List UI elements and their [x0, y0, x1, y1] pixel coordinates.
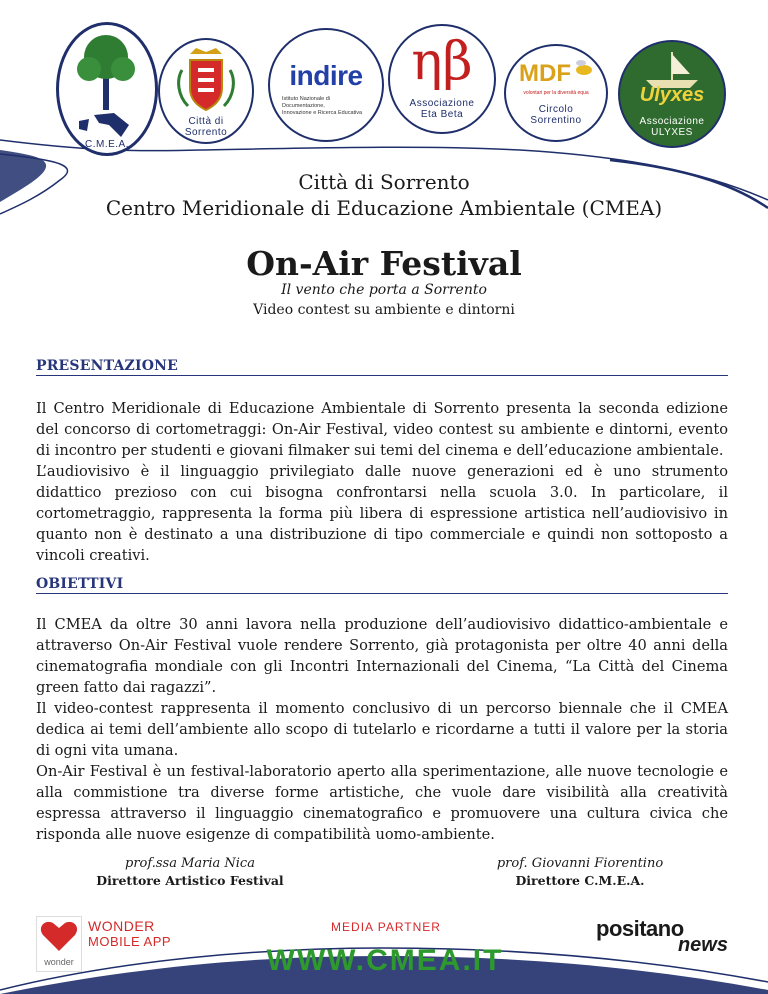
mdf-small-caption: volontari per la diversità equa	[523, 90, 589, 96]
ulyxes-logo	[618, 40, 726, 148]
wonder-small-label: wonder	[44, 957, 74, 967]
header-center: Centro Meridionale di Educazione Ambientale (CMEA)	[105, 196, 663, 220]
obiettivi-paragraph: Il CMEA da oltre 30 anni lavora nella produzione dell’audiovisivo didattico-ambientale e attraverso On-Air Festival vuole rendere Sorrento, già protagonista per oltre 40 anni della cinematografia mondiale con gli Incontri Internazionali del Cinema, “La Città del Cinema green fatto dai ragazzi”.	[36, 616, 728, 696]
obiettivi-paragraph: Il video-contest rappresenta il momento conclusivo di un percorso biennale che il CMEA dedica ai temi dell’ambiente allo scopo di tutelarlo e ricordarne a tutti il valore per la storia di ogni vita umana.	[36, 700, 728, 759]
festival-subtitle: Video contest su ambiente e dintorni	[253, 302, 515, 318]
news-wordmark: news	[677, 934, 728, 956]
positano-news-logo	[596, 916, 736, 957]
citta-di-sorrento-logo	[158, 38, 254, 144]
ulyxes-wordmark: Ulyxes	[639, 84, 705, 106]
mdf-label: Circolo Sorrentino	[530, 104, 582, 126]
presentazione-heading: PRESENTAZIONE	[36, 358, 728, 376]
signature-name: prof.ssa Maria Nica	[125, 856, 255, 871]
bee-icon	[572, 58, 596, 78]
eta-beta-label: Associazione Eta Beta	[409, 98, 475, 120]
presentazione-paragraph: Il Centro Meridionale di Educazione Ambientale di Sorrento presenta la seconda edizione del concorso di cortometraggi: On-Air Festival, video contest su ambiente e dintorni, evento di incontro per studenti e giovani filmaker sui temi del cinema e dell’educazione ambientale.	[36, 400, 728, 459]
cmea-logo-label: C.M.E.A.	[84, 139, 129, 150]
presentazione-paragraph: L’audiovisivo è il linguaggio privilegiato dalle nuove generazioni ed è uno strumento didattico prezioso con cui bisogna confrontarsi nella scuola 3.0. In particolare, il cortometraggio, rappresenta la forma più libera di espressione artistica nell’audiovisivo in quanto non è destinato a una distribuzione di tipo commerciale e quindi non sottoposto a vincoli creativi.	[36, 463, 728, 564]
obiettivi-paragraph: On-Air Festival è un festival-laboratorio aperto alla sperimentazione, alle nuove tecnologie e alla commistione tra diverse forme artistiche, che vuole dare visibilità alla creatività espressa attraverso il linguaggio cinematografico e promuovere una cultura civica che risponda alle nuove esigenze di compatibilità uomo-ambiente.	[36, 763, 728, 843]
eta-beta-logo	[388, 24, 496, 134]
signature-artistic-director	[70, 856, 310, 888]
wonder-logo	[36, 916, 82, 972]
header-city: Città di Sorrento	[298, 170, 470, 194]
indire-wordmark: indire	[289, 60, 363, 91]
signature-cmea-director	[460, 856, 700, 888]
festival-tagline: Il vento che porta a Sorrento	[281, 282, 487, 298]
mdf-logo	[504, 44, 608, 142]
mdf-wordmark: MDF	[519, 60, 571, 87]
signature-role: Direttore C.M.E.A.	[515, 873, 645, 888]
media-partner-label: MEDIA PARTNER	[331, 920, 441, 934]
indire-logo	[268, 28, 384, 142]
citta-di-sorrento-label: Città di Sorrento	[184, 116, 228, 138]
obiettivi-heading: OBIETTIVI	[36, 576, 728, 594]
heart-icon	[37, 917, 81, 957]
wonder-subtitle: MOBILE APP	[88, 934, 172, 949]
obiettivi-body	[36, 614, 728, 845]
tree-italy-icon	[59, 25, 155, 153]
festival-title: On-Air Festival	[246, 244, 522, 283]
wonder-title: WONDER	[88, 918, 155, 934]
signature-role: Direttore Artistico Festival	[96, 873, 284, 888]
positano-wordmark: positano	[596, 916, 684, 941]
eta-beta-symbol: ηβ	[411, 32, 473, 92]
signature-name: prof. Giovanni Fiorentino	[496, 856, 664, 871]
indire-caption: Istituto Nazionale di Documentazione, Innovazione e Ricerca Educativa	[282, 96, 363, 116]
cmea-logo	[56, 22, 158, 156]
ulyxes-label: Associazione ULYXES	[639, 116, 705, 138]
presentazione-body	[36, 398, 728, 566]
website-link[interactable]: WWW.CMEA.IT	[266, 944, 504, 977]
